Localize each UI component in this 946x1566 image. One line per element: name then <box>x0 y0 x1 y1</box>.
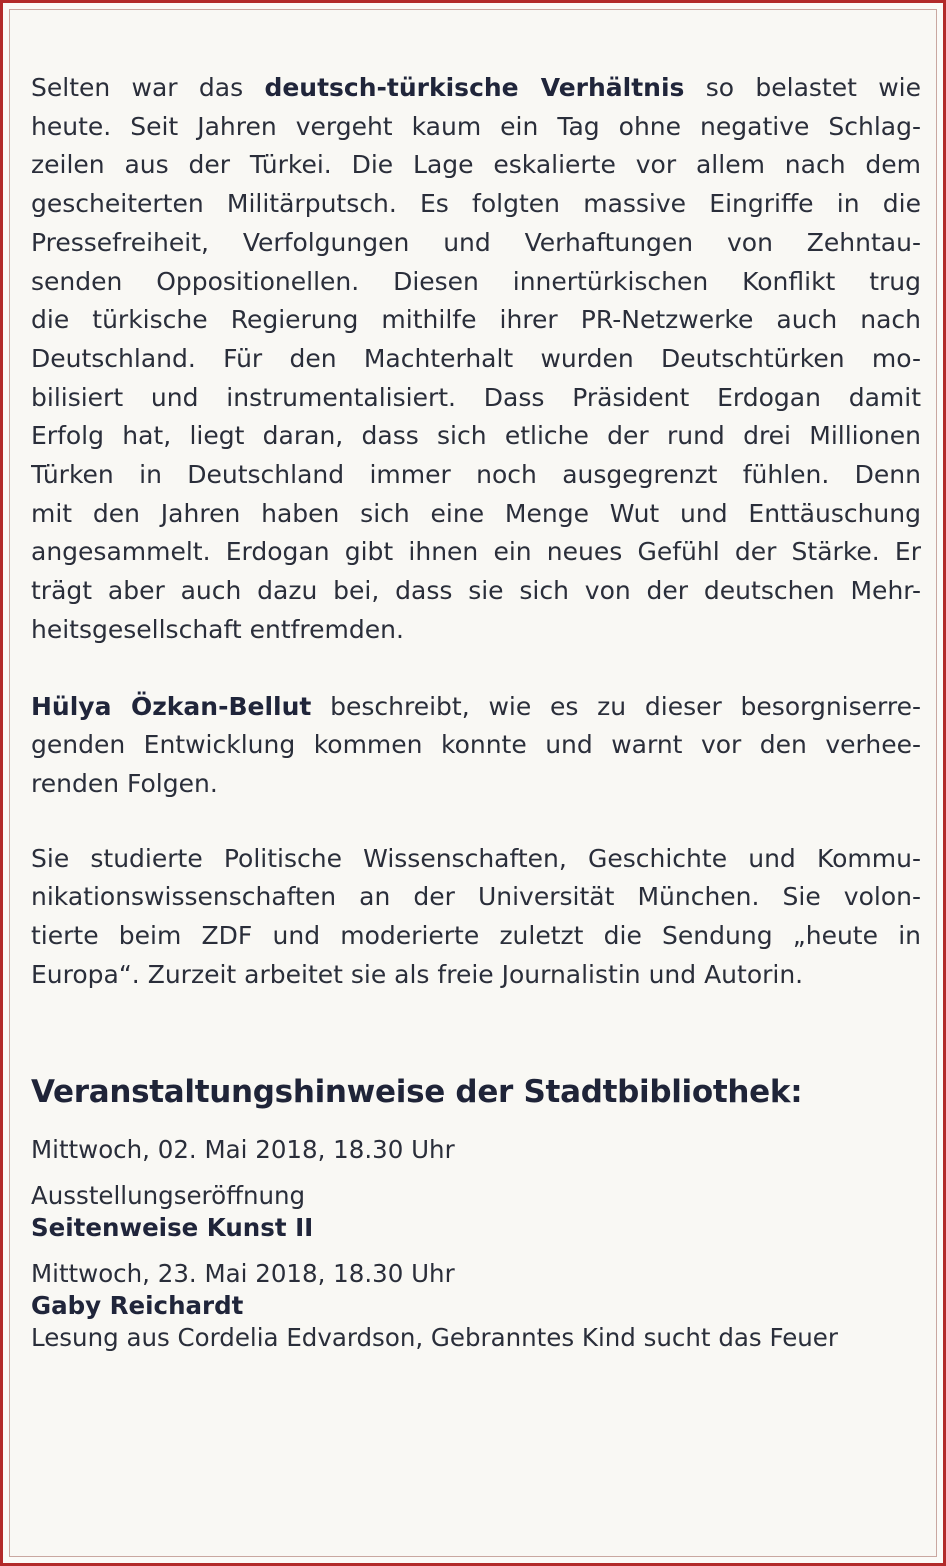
bold-phrase: deutsch-türkische Verhältnis <box>264 73 685 102</box>
text-line <box>31 495 921 534</box>
text-line <box>31 878 921 917</box>
text-run: trägt aber auch dazu bei, dass sie sich von der deutschen Mehr- <box>31 576 921 606</box>
text-line <box>31 146 921 185</box>
text-run: Erfolg hat, liegt daran, dass sich etliche der rund drei Millionen <box>31 421 921 451</box>
event-item <box>31 1134 921 1244</box>
text-run: heitsgesellschaft entfremden. <box>31 614 404 644</box>
text-line <box>31 456 921 495</box>
text-run: Sie studierte Politische Wissenschaften, Geschichte und Kommu- <box>31 843 921 873</box>
text-line <box>31 379 921 418</box>
text-line <box>31 108 921 147</box>
text-line <box>31 301 921 340</box>
text-line <box>31 726 921 765</box>
text-line <box>31 533 921 572</box>
paragraph-author <box>31 688 921 804</box>
text-run: Pressefreiheit, Verfolgungen und Verhaftungen von Zehntau- <box>31 227 921 257</box>
text-line <box>31 185 921 224</box>
text-line <box>31 572 921 611</box>
text-run: mit den Jahren haben sich eine Menge Wut und Enttäuschung <box>31 498 921 528</box>
paragraph-biography <box>31 840 921 995</box>
event-date: Mittwoch, 02. Mai 2018, 18.30 Uhr <box>31 1135 455 1165</box>
event-description: Ausstellungseröffnung <box>31 1181 306 1211</box>
text-run: heute. Seit Jahren vergeht kaum ein Tag ohne negative Schlag- <box>31 111 921 141</box>
text-run: Türken in Deutschland immer noch ausgegrenzt fühlen. Denn <box>31 460 921 490</box>
text-run: senden Oppositionellen. Diesen innertürkischen Konflikt trug <box>31 266 921 296</box>
text-line <box>31 611 921 650</box>
text-line <box>31 417 921 456</box>
event-description: Lesung aus Cordelia Edvardson, Gebranntes Kind sucht das Feuer <box>31 1323 838 1353</box>
text-run: die türkische Regierung mithilfe ihrer PR-Netzwerke auch nach <box>31 305 921 335</box>
text-run: so belastet wie <box>684 73 921 102</box>
bold-phrase: Hülya Özkan-Bellut <box>31 691 312 721</box>
text-run: nikationswissenschaften an der Universität München. Sie volon- <box>31 882 921 912</box>
text-run: Deutschland. Für den Machterhalt wurden Deutschtürken mo- <box>31 343 921 373</box>
text-line <box>31 340 921 379</box>
text-line <box>31 688 921 727</box>
events-heading: Veranstaltungshinweise der Stadtbibliothek: <box>31 1074 803 1111</box>
text-run: renden Folgen. <box>31 768 218 798</box>
text-line <box>31 263 921 302</box>
text-line <box>31 840 921 879</box>
document-body <box>31 69 921 1354</box>
text-run: zeilen aus der Türkei. Die Lage eskalierte vor allem nach dem <box>31 150 921 180</box>
paragraph-intro <box>31 69 921 650</box>
event-date: Mittwoch, 23. Mai 2018, 18.30 Uhr <box>31 1259 455 1289</box>
text-line <box>31 224 921 263</box>
text-run: tierte beim ZDF und moderierte zuletzt die Sendung „heute in <box>31 921 921 951</box>
event-title: Seitenweise Kunst II <box>31 1213 314 1243</box>
text-run: genden Entwicklung kommen konnte und warnt vor den verhee- <box>31 730 921 760</box>
text-run: gescheiterten Militärputsch. Es folgten massive Eingriffe in die <box>31 189 921 219</box>
text-run: beschreibt, wie es zu dieser besorgniserre- <box>311 691 921 721</box>
text-line <box>31 917 921 956</box>
text-run: Selten war das <box>31 73 265 102</box>
text-line <box>31 765 921 804</box>
text-run: angesammelt. Erdogan gibt ihnen ein neues Gefühl der Stärke. Er <box>31 537 921 567</box>
text-line <box>31 956 921 995</box>
text-run: bilisiert und instrumentalisiert. Dass Präsident Erdogan damit <box>31 382 921 412</box>
text-line <box>31 69 921 108</box>
event-item <box>31 1258 921 1354</box>
text-run: Europa“. Zurzeit arbeitet sie als freie Journalistin und Autorin. <box>31 959 804 989</box>
event-title: Gaby Reichardt <box>31 1291 244 1321</box>
